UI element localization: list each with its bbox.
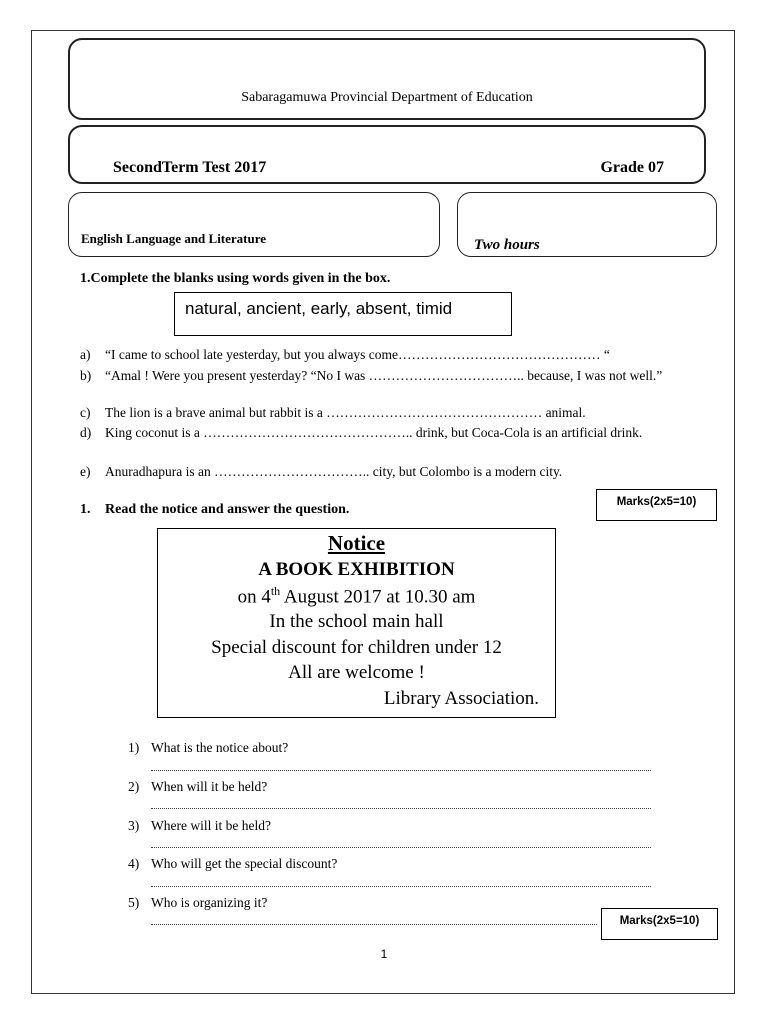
grade-english: Grade 07 xyxy=(600,159,664,176)
question-text: When will it be held? xyxy=(151,779,268,794)
notice-date-pre: on 4 xyxy=(237,586,271,608)
answer-line xyxy=(151,847,651,848)
notice-date-sup: th xyxy=(270,584,281,598)
blank-item-text: The lion is a brave animal but rabbit is a ………………………………………… animal. xyxy=(105,405,586,420)
page-number: 1 xyxy=(380,947,388,961)
notice-box xyxy=(157,528,556,718)
question-text: Who is organizing it? xyxy=(151,895,268,910)
answer-line xyxy=(151,924,597,925)
question-number: 2) xyxy=(128,779,140,794)
notice-welcome: All are welcome ! xyxy=(288,662,425,683)
word-box: natural, ancient, early, absent, timid xyxy=(174,292,512,336)
notice-date-post: August 2017 at 10.30 am xyxy=(280,586,476,608)
notice-place: In the school main hall xyxy=(269,611,444,632)
subject-english: English Language and Literature xyxy=(81,231,267,246)
question-number: 4) xyxy=(128,856,140,871)
blank-item-text: King coconut is a ……………………………………….. drink, but Coca-Cola is an artificial drink. xyxy=(105,425,643,440)
term-title-english: SecondTerm Test 2017 xyxy=(113,159,267,176)
notice-title: Notice xyxy=(327,531,386,555)
marks-box-top: Marks(2x5=10) xyxy=(596,489,717,521)
header-box xyxy=(68,38,706,120)
question-text: Where will it be held? xyxy=(151,818,271,833)
blank-item-text: “I came to school late yesterday, but you always come……………………………………… “ xyxy=(105,347,610,362)
term-box xyxy=(68,125,706,184)
blank-item-label: b) xyxy=(80,368,92,383)
question-number: 1) xyxy=(128,740,140,755)
section1-heading: 1.Complete the blanks using words given in the box. xyxy=(80,271,391,286)
question-text: Who will get the special discount? xyxy=(151,856,338,871)
marks-box-bottom: Marks(2x5=10) xyxy=(601,908,718,940)
notice-subtitle: A BOOK EXHIBITION xyxy=(258,559,455,580)
blank-item-text: “Amal ! Were you present yesterday? “No I was …………………………….. because, I was not well.” xyxy=(105,368,663,383)
answer-line xyxy=(151,770,651,771)
header-department-english: Sabaragamuwa Provincial Department of Education xyxy=(241,90,533,105)
question-number: 5) xyxy=(128,895,140,910)
blank-item-label: c) xyxy=(80,405,91,420)
notice-date xyxy=(158,584,555,608)
notice-discount: Special discount for children under 12 xyxy=(211,637,502,658)
answer-line xyxy=(151,808,651,809)
blank-item-text: Anuradhapura is an …………………………….. city, but Colombo is a modern city. xyxy=(105,464,563,479)
duration-english: Two hours xyxy=(474,237,540,253)
question-text: What is the notice about? xyxy=(151,740,289,755)
section2-heading: Read the notice and answer the question. xyxy=(105,502,350,517)
blank-item-label: e) xyxy=(80,464,91,479)
subject-box xyxy=(68,192,440,257)
blank-item-label: d) xyxy=(80,425,92,440)
answer-line xyxy=(151,886,651,887)
section2-heading-number: 1. xyxy=(80,502,91,517)
question-number: 3) xyxy=(128,818,140,833)
notice-organizer: Library Association. xyxy=(383,688,539,709)
blank-item-label: a) xyxy=(80,347,91,362)
duration-box xyxy=(457,192,717,257)
